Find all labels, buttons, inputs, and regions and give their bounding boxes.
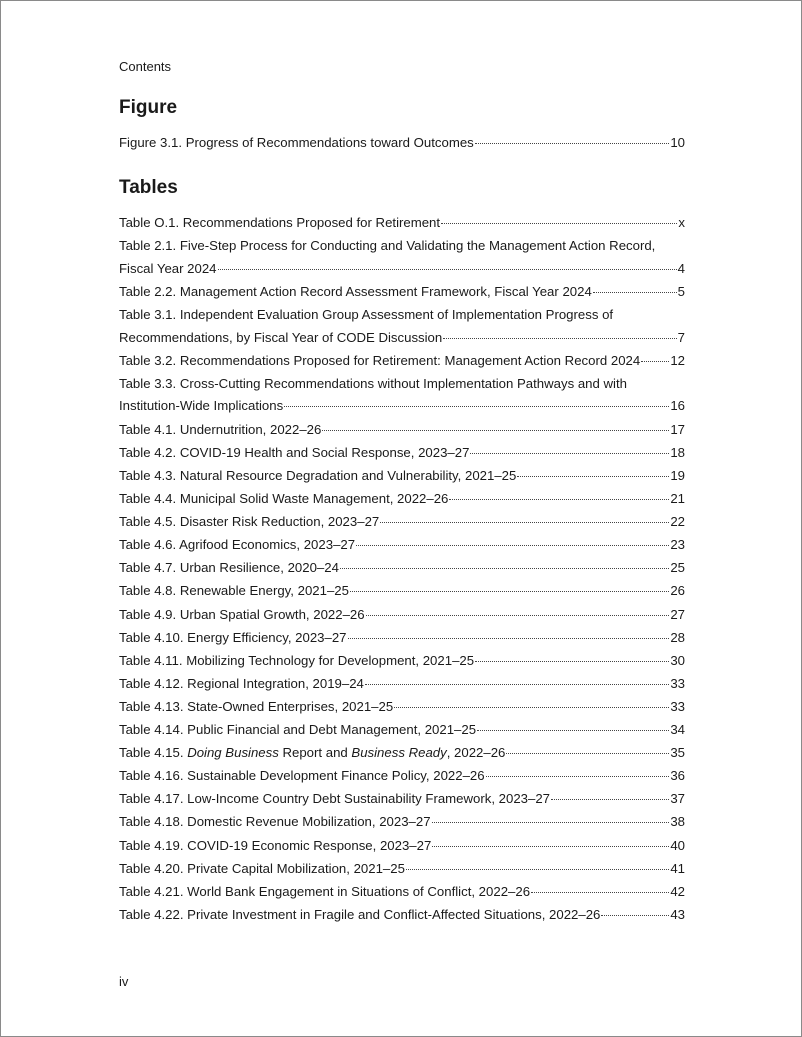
toc-page-number: 42	[670, 883, 685, 899]
dot-leader	[641, 360, 669, 362]
toc-page-number: 28	[670, 629, 685, 645]
toc-page-number: 10	[670, 135, 685, 150]
toc-page-number: 25	[670, 560, 685, 576]
toc-entry-title: Table 4.19. COVID-19 Economic Response, 2023–27	[119, 837, 432, 853]
toc-page-number: 27	[670, 606, 685, 622]
toc-entry-title: Table 4.5. Disaster Risk Reduction, 2023–27	[119, 514, 380, 530]
toc-entry[interactable]	[119, 742, 685, 765]
toc-page-number: 26	[670, 583, 685, 599]
toc-entry-title-part: , 2022–26	[446, 745, 506, 761]
dot-leader	[432, 821, 670, 823]
toc-entry[interactable]	[119, 627, 685, 650]
dot-leader	[449, 498, 669, 500]
toc-page-number: 7	[677, 329, 685, 345]
toc-entry[interactable]	[119, 604, 685, 627]
toc-entry[interactable]	[119, 350, 685, 373]
dot-leader	[441, 222, 677, 224]
toc-page-number: 30	[670, 652, 685, 668]
toc-entry-title: Table 2.2. Management Action Record Assessment Framework, Fiscal Year 2024	[119, 283, 592, 299]
toc-entry[interactable]	[119, 419, 685, 442]
toc-entry[interactable]	[119, 132, 685, 155]
toc-page-number: 33	[670, 698, 685, 714]
dot-leader	[601, 914, 669, 916]
dot-leader	[218, 268, 677, 270]
dot-leader	[284, 405, 669, 407]
dot-leader	[356, 544, 669, 546]
toc-entry-title-line: Table 2.1. Five-Step Process for Conducting and Validating the Management Action Record,	[119, 238, 656, 254]
toc-entry[interactable]	[119, 835, 685, 858]
running-head: Contents	[119, 59, 172, 74]
toc-entry-title: Table 4.22. Private Investment in Fragile and Conflict-Affected Situations, 2022–26	[119, 906, 601, 922]
toc-page-number: 19	[670, 467, 685, 483]
toc-entry[interactable]	[119, 765, 685, 788]
dot-leader	[443, 337, 676, 339]
dot-leader	[475, 142, 670, 144]
toc-entry-title: Table O.1. Recommendations Proposed for Retirement	[119, 215, 441, 230]
dot-leader	[350, 590, 669, 592]
toc-entry[interactable]	[119, 442, 685, 465]
toc-entry[interactable]	[119, 788, 685, 811]
toc-entry-title: Institution-Wide Implications	[119, 398, 284, 414]
tables-heading: Tables	[119, 177, 178, 198]
toc-entry[interactable]	[119, 235, 685, 280]
toc-entry[interactable]	[119, 534, 685, 557]
toc-page-number: 35	[670, 745, 685, 761]
toc-page-number: 33	[670, 675, 685, 691]
toc-page-number: 16	[670, 398, 685, 414]
toc-entry-title: Table 4.3. Natural Resource Degradation and Vulnerability, 2021–25	[119, 467, 517, 483]
toc-entry-title-line: Table 3.3. Cross-Cutting Recommendations without Implementation Pathways and with	[119, 375, 627, 391]
dot-leader	[340, 567, 669, 569]
toc-page-number: 36	[670, 768, 685, 784]
dot-leader	[394, 706, 669, 708]
dot-leader	[477, 729, 669, 731]
toc-entry-title: Table 4.14. Public Financial and Debt Management, 2021–25	[119, 722, 477, 737]
toc-entry-title: Table 4.9. Urban Spatial Growth, 2022–26	[119, 606, 365, 622]
toc-page-number: x	[678, 215, 685, 230]
toc-entry[interactable]	[119, 904, 685, 927]
dot-leader	[506, 752, 669, 754]
toc-entry-title: Table 4.8. Renewable Energy, 2021–25	[119, 583, 349, 599]
toc-page-number: 40	[670, 837, 685, 853]
toc-entry-title-line: Table 3.1. Independent Evaluation Group Assessment of Implementation Progress of	[119, 307, 614, 322]
toc-entry-title: Table 4.10. Energy Efficiency, 2023–27	[119, 629, 347, 645]
toc-entry-title: Table 4.21. World Bank Engagement in Situations of Conflict, 2022–26	[119, 883, 531, 899]
toc-page-number: 21	[670, 491, 685, 506]
dot-leader	[406, 868, 669, 870]
toc-entry[interactable]	[119, 465, 685, 488]
toc-entry-italic-title: Business Ready	[351, 745, 447, 761]
toc-entry-title: Table 4.11. Mobilizing Technology for Development, 2021–25	[119, 652, 475, 668]
dot-leader	[366, 614, 670, 616]
toc-entry[interactable]	[119, 511, 685, 534]
toc-entry-title: Table 4.2. COVID-19 Health and Social Response, 2023–27	[119, 444, 470, 460]
toc-entry-title: Table 4.18. Domestic Revenue Mobilization, 2023–27	[119, 814, 431, 830]
toc-page-number: 12	[670, 352, 685, 368]
toc-page-number: 38	[670, 814, 685, 830]
toc-page-number: 22	[670, 514, 685, 530]
toc-entry[interactable]	[119, 488, 685, 511]
dot-leader	[365, 683, 669, 685]
dot-leader	[593, 291, 677, 293]
toc-entry-title: Table 4.1. Undernutrition, 2022–26	[119, 421, 322, 437]
dot-leader	[475, 660, 669, 662]
toc-entry[interactable]	[119, 304, 685, 349]
toc-entry[interactable]	[119, 881, 685, 904]
dot-leader	[470, 452, 669, 454]
toc-entry[interactable]	[119, 373, 685, 418]
dot-leader	[517, 475, 669, 477]
toc-entry-title: Table 4.16. Sustainable Development Finance Policy, 2022–26	[119, 768, 485, 784]
dot-leader	[348, 637, 670, 639]
toc-entry[interactable]	[119, 580, 685, 603]
toc-entry-title	[119, 742, 505, 765]
toc-page-number: 41	[670, 860, 685, 876]
toc-entry-title: Table 4.4. Municipal Solid Waste Management, 2022–26	[119, 491, 449, 506]
dot-leader	[551, 798, 669, 800]
toc-entry[interactable]	[119, 650, 685, 673]
toc-entry-title-part: Report and	[278, 745, 352, 761]
toc-entry-title: Table 4.6. Agrifood Economics, 2023–27	[119, 537, 356, 553]
toc-entry-title: Figure 3.1. Progress of Recommendations toward Outcomes	[119, 135, 474, 150]
toc-entry[interactable]	[119, 858, 685, 881]
toc-entry[interactable]	[119, 673, 685, 696]
toc-entry-title-part: Table 4.15.	[119, 745, 188, 761]
toc-entry-title: Fiscal Year 2024	[119, 260, 217, 276]
toc-entry[interactable]	[119, 696, 685, 719]
page-number: iv	[119, 974, 129, 989]
toc-page-number: 37	[670, 791, 685, 807]
toc-page-number: 23	[670, 537, 685, 553]
toc-page-number: 18	[670, 444, 685, 460]
toc-entry[interactable]	[119, 281, 685, 304]
toc-entry-title: Recommendations, by Fiscal Year of CODE Discussion	[119, 329, 443, 345]
dot-leader	[322, 429, 669, 431]
dot-leader	[531, 891, 669, 893]
toc-entry[interactable]	[119, 212, 685, 235]
toc-entry-title: Table 4.13. State-Owned Enterprises, 2021–25	[119, 698, 394, 714]
toc-page-number: 5	[677, 283, 685, 299]
toc-page-number: 34	[670, 722, 685, 737]
toc-entry-title: Table 3.2. Recommendations Proposed for Retirement: Management Action Record 2024	[119, 352, 641, 368]
toc-entry-title: Table 4.7. Urban Resilience, 2020–24	[119, 560, 339, 576]
dot-leader	[380, 521, 669, 523]
toc-entry[interactable]	[119, 811, 685, 834]
toc-entry[interactable]	[119, 719, 685, 742]
toc-entry-title: Table 4.17. Low-Income Country Debt Sustainability Framework, 2023–27	[119, 791, 551, 807]
toc-entry-italic-title: Doing Business	[187, 745, 279, 761]
dot-leader	[432, 845, 669, 847]
toc-page-number: 43	[670, 906, 685, 922]
toc-entry-title: Table 4.20. Private Capital Mobilization, 2021–25	[119, 860, 405, 876]
toc-entry[interactable]	[119, 557, 685, 580]
toc-page-number: 4	[677, 260, 685, 276]
figures-heading: Figure	[119, 97, 178, 118]
toc-page-number: 17	[670, 421, 685, 437]
toc-entry-title: Table 4.12. Regional Integration, 2019–24	[119, 675, 364, 691]
dot-leader	[486, 775, 670, 777]
